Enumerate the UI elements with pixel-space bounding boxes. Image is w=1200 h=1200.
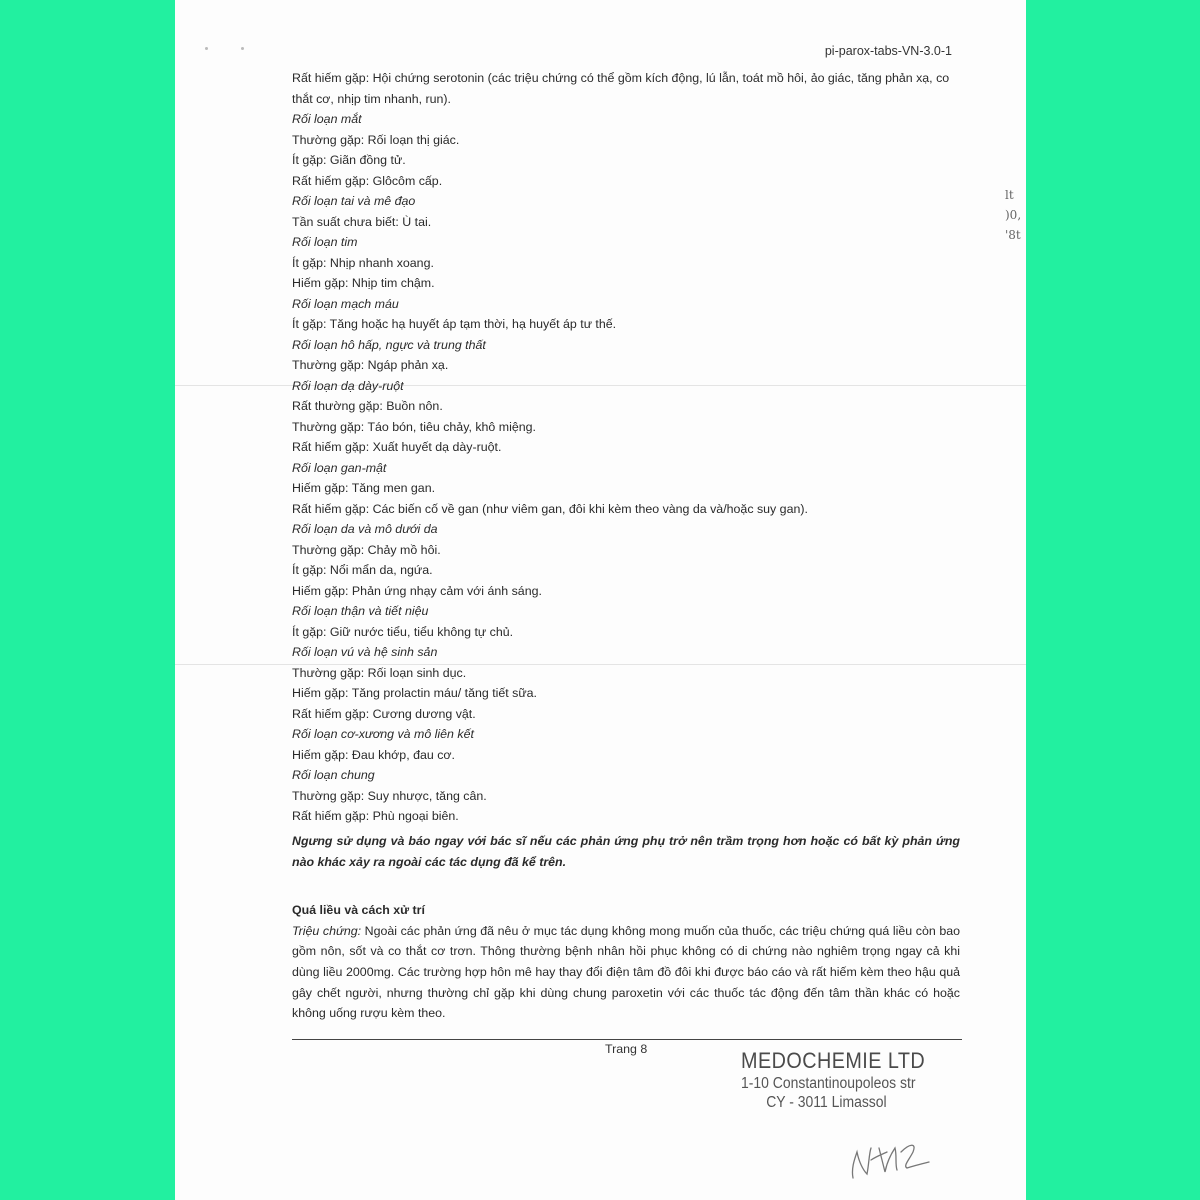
company-stamp bbox=[741, 1048, 925, 1112]
overdose-text: Ngoài các phản ứng đã nêu ở mục tác dụng không mong muốn của thuốc, các triệu chứng quá liều còn bao gồm nôn, sốt và co thắt cơ trơn. Thông thường bệnh nhân hồi phục không có di chứng nào nghiêm trọng ngay cả khi dùng liều 2000mg. Các trường hợp hôn mê hay thay đổi điện tâm đồ đôi khi được báo cáo và rất hiếm kèm theo hậu quả gây chết người, nhưng thường chỉ gặp khi dùng chung paroxetin với các thuốc tác động đến tâm thần khác có hoặc không uống rượu kèm theo. bbox=[292, 923, 960, 1021]
side-effect-line: Hiếm gặp: Tăng prolactin máu/ tăng tiết sữa. bbox=[292, 686, 537, 700]
side-effect-line: Rất hiếm gặp: Hội chứng serotonin (các triệu chứng có thể gồm kích động, lú lẫn, toát mồ hôi, ảo giác, tăng phản xạ, co thắt cơ, nhịp tim nhanh, run). bbox=[292, 71, 950, 106]
overdose-label: Triệu chứng: bbox=[292, 923, 362, 938]
category-heading: Rối loạn thận và tiết niệu bbox=[292, 604, 429, 618]
page-number: Trang 8 bbox=[605, 1042, 648, 1056]
stamp-address: 1-10 Constantinoupoleos str bbox=[741, 1075, 916, 1092]
overdose-paragraph bbox=[292, 921, 960, 1025]
document-code: pi-parox-tabs-VN-3.0-1 bbox=[824, 44, 952, 58]
scan-speck bbox=[241, 47, 244, 50]
side-effect-line: Hiếm gặp: Phản ứng nhạy cảm với ánh sáng. bbox=[292, 583, 542, 598]
side-effect-line: Ít gặp: Nổi mẩn da, ngứa. bbox=[292, 563, 433, 577]
side-effect-line: Ít gặp: Giữ nước tiểu, tiểu không tự chủ. bbox=[292, 624, 514, 639]
side-effect-line: Thường gặp: Suy nhược, tăng cân. bbox=[292, 788, 487, 803]
overdose-title: Quá liều và cách xử trí bbox=[292, 902, 425, 917]
category-heading: Rối loạn chung bbox=[292, 768, 375, 782]
margin-marks bbox=[1005, 185, 1021, 245]
category-heading: Rối loạn da và mô dưới da bbox=[292, 522, 438, 536]
category-heading: Rối loạn gan-mật bbox=[292, 460, 387, 475]
signature-icon bbox=[843, 1130, 938, 1190]
footer-rule bbox=[292, 1039, 962, 1040]
side-effect-line: Ít gặp: Tăng hoặc hạ huyết áp tạm thời, hạ huyết áp tư thế. bbox=[292, 317, 617, 331]
warning-text: Ngưng sử dụng và báo ngay với bác sĩ nếu các phản ứng phụ trở nên trầm trọng hơn hoặc có bất kỳ phản ứng nào khác xảy ra ngoài các tác dụng đã kể trên. bbox=[292, 833, 960, 869]
category-heading: Rối loạn cơ-xương và mô liên kết bbox=[292, 727, 474, 741]
stamp-city: CY - 3011 Limassol bbox=[766, 1094, 887, 1111]
document-page bbox=[175, 0, 1026, 1200]
side-effects-content bbox=[292, 68, 962, 1024]
side-effect-line: Thường gặp: Táo bón, tiêu chảy, khô miệng. bbox=[292, 419, 536, 434]
margin-mark: )0, bbox=[1005, 208, 1022, 222]
side-effect-line: Rất hiếm gặp: Các biến cố về gan (như viêm gan, đôi khi kèm theo vàng da và/hoặc suy gan). bbox=[292, 501, 808, 516]
category-heading: Rối loạn tai và mê đạo bbox=[292, 194, 416, 208]
category-heading: Rối loạn mạch máu bbox=[292, 296, 399, 311]
category-heading: Rối loạn mắt bbox=[292, 112, 362, 126]
side-effect-line: Ít gặp: Nhịp nhanh xoang. bbox=[292, 255, 434, 270]
side-effect-line: Thường gặp: Rối loạn sinh dục. bbox=[292, 665, 467, 680]
side-effect-line: Tần suất chưa biết: Ù tai. bbox=[292, 214, 432, 229]
side-effect-line: Hiếm gặp: Nhịp tim chậm. bbox=[292, 276, 435, 290]
side-effect-line: Hiếm gặp: Tăng men gan. bbox=[292, 481, 436, 495]
side-effect-line: Rất thường gặp: Buồn nôn. bbox=[292, 399, 443, 413]
margin-mark: '8t bbox=[1005, 228, 1021, 242]
side-effects-list bbox=[292, 68, 962, 827]
side-effect-line: Rất hiếm gặp: Phù ngoại biên. bbox=[292, 809, 459, 823]
stamp-name: MEDOCHEMIE LTD bbox=[741, 1048, 926, 1073]
category-heading: Rối loạn vú và hệ sinh sản bbox=[292, 645, 438, 659]
side-effect-line: Ít gặp: Giãn đồng tử. bbox=[292, 153, 406, 167]
side-effect-line: Thường gặp: Ngáp phản xạ. bbox=[292, 358, 449, 372]
category-heading: Rối loạn dạ dày-ruột bbox=[292, 378, 404, 393]
side-effect-line: Rất hiếm gặp: Xuất huyết dạ dày-ruột. bbox=[292, 440, 502, 454]
side-effect-line: Thường gặp: Chảy mồ hôi. bbox=[292, 542, 441, 557]
side-effect-line: Hiếm gặp: Đau khớp, đau cơ. bbox=[292, 747, 455, 762]
side-effect-line: Rất hiếm gặp: Glôcôm cấp. bbox=[292, 173, 443, 188]
scan-speck bbox=[205, 47, 208, 50]
side-effect-line: Rất hiếm gặp: Cương dương vật. bbox=[292, 706, 476, 721]
category-heading: Rối loạn hô hấp, ngực và trung thất bbox=[292, 337, 486, 352]
margin-mark: lt bbox=[1005, 188, 1014, 202]
side-effect-line: Thường gặp: Rối loạn thị giác. bbox=[292, 132, 460, 147]
category-heading: Rối loạn tim bbox=[292, 235, 358, 249]
